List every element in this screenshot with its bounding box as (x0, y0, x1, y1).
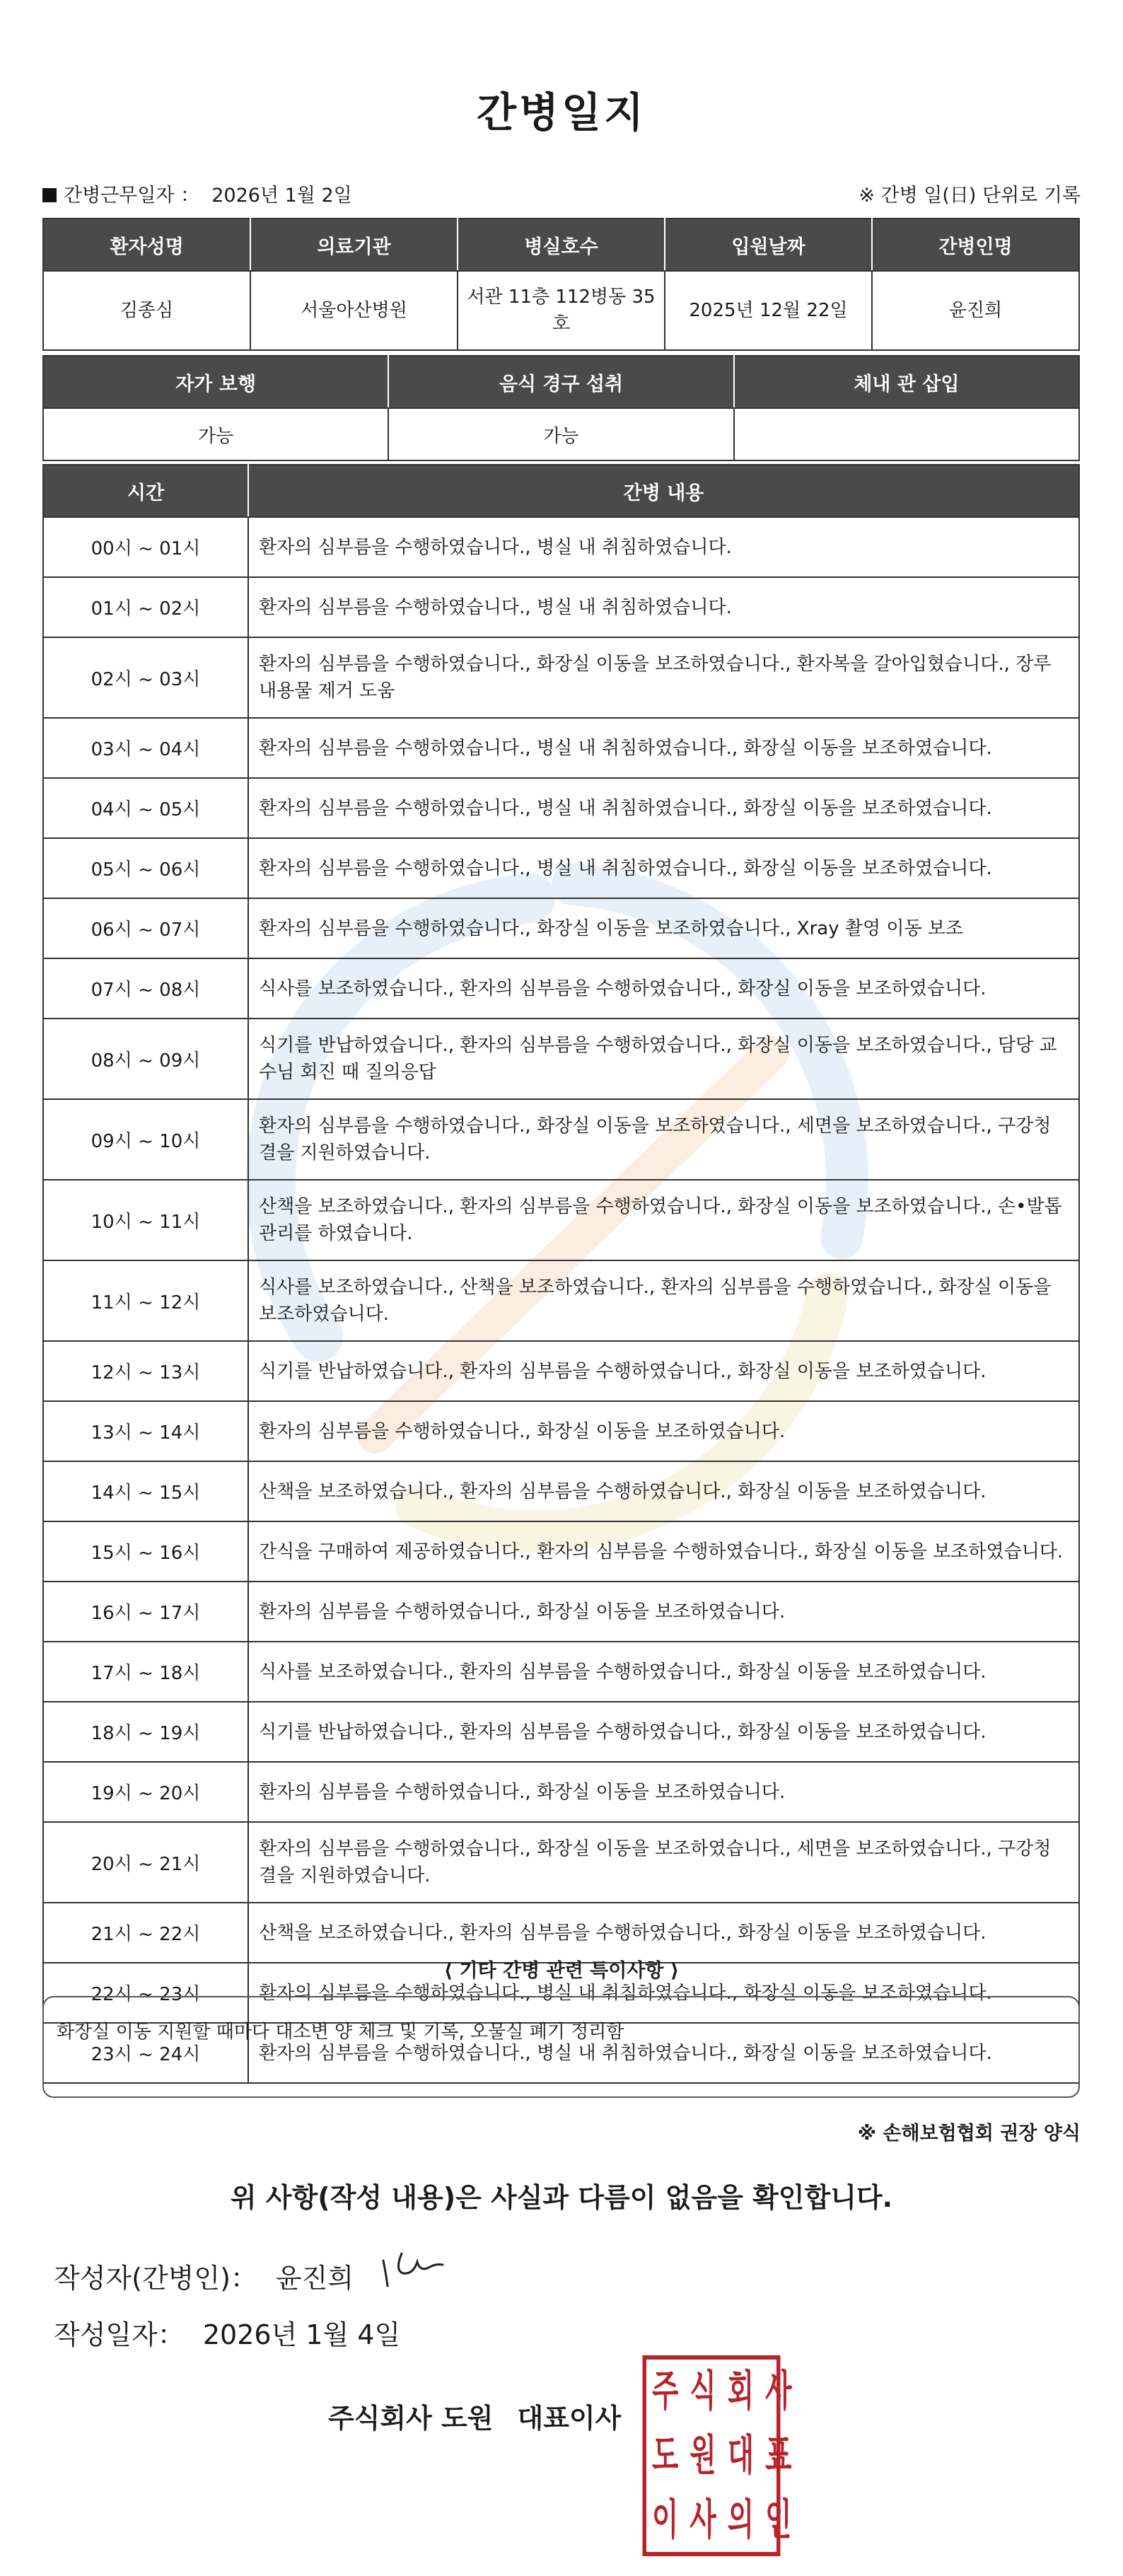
table-row (43, 637, 1079, 718)
self-walking-value: 가능 (43, 408, 388, 460)
admission-date: 2025년 12월 22일 (665, 271, 872, 350)
table-row (43, 577, 1079, 637)
log-time: 23시 ~ 24시 (43, 2023, 248, 2083)
log-time: 09시 ~ 10시 (43, 1099, 248, 1180)
caregiver-name: 윤진희 (872, 271, 1079, 350)
header-patient-name: 환자성명 (43, 219, 250, 271)
log-time: 21시 ~ 22시 (43, 1903, 248, 1963)
log-content: 환자의 심부름을 수행하였습니다., 병실 내 취침하였습니다., 화장실 이동을 보조하였습니다. (248, 778, 1079, 838)
log-time: 01시 ~ 02시 (43, 577, 248, 637)
log-content: 식사를 보조하였습니다., 환자의 심부름을 수행하였습니다., 화장실 이동을 보조하였습니다. (248, 958, 1079, 1019)
table-row (43, 408, 1079, 460)
patient-status-table (42, 355, 1080, 461)
log-content: 환자의 심부름을 수행하였습니다., 병실 내 취침하였습니다. (248, 577, 1079, 637)
log-content: 식기를 반납하였습니다., 환자의 심부름을 수행하였습니다., 화장실 이동을 보조하였습니다. (248, 1341, 1079, 1401)
log-content: 환자의 심부름을 수행하였습니다., 화장실 이동을 보조하였습니다. (248, 1401, 1079, 1461)
log-time: 18시 ~ 19시 (43, 1702, 248, 1762)
log-content: 환자의 심부름을 수행하였습니다., 화장실 이동을 보조하였습니다., Xray 촬영 이동 보조 (248, 898, 1079, 958)
table-row (43, 1180, 1079, 1260)
log-time: 12시 ~ 13시 (43, 1341, 248, 1401)
log-time: 06시 ~ 07시 (43, 898, 248, 958)
table-row (43, 517, 1079, 577)
table-header-row (43, 465, 1079, 517)
write-date-line (54, 2313, 400, 2352)
table-row (43, 1260, 1079, 1341)
table-row (43, 1582, 1079, 1642)
header-admission-date: 입원날짜 (665, 219, 872, 271)
table-row (43, 778, 1079, 838)
table-row (43, 1461, 1079, 1521)
log-content: 식기를 반납하였습니다., 환자의 심부름을 수행하였습니다., 화장실 이동을 보조하였습니다. (248, 1702, 1079, 1762)
log-content: 산책을 보조하였습니다., 환자의 심부름을 수행하였습니다., 화장실 이동을 보조하였습니다. (248, 1461, 1079, 1521)
log-time: 08시 ~ 09시 (43, 1019, 248, 1099)
writer-name: 윤진희 (275, 2263, 354, 2294)
patient-info-table (42, 218, 1080, 351)
table-row (43, 958, 1079, 1019)
table-row (43, 1642, 1079, 1702)
log-time: 10시 ~ 11시 (43, 1180, 248, 1260)
signature-icon (373, 2244, 451, 2293)
log-content: 환자의 심부름을 수행하였습니다., 화장실 이동을 보조하였습니다., 세면을 보조하였습니다., 구강청결을 지원하였습니다. (248, 1099, 1079, 1180)
header-tube-insertion: 체내 관 삽입 (734, 356, 1079, 408)
log-content: 환자의 심부름을 수행하였습니다., 화장실 이동을 보조하였습니다. (248, 1582, 1079, 1642)
header-self-walking: 자가 보행 (43, 356, 388, 408)
table-row (43, 718, 1079, 778)
log-content: 환자의 심부름을 수행하였습니다., 병실 내 취침하였습니다. (248, 517, 1079, 577)
unit-note: ※ 간병 일(日) 단위로 기록 (859, 185, 1081, 207)
confirmation-statement: 위 사항(작성 내용)은 사실과 다름이 없음을 확인합니다. (230, 2182, 893, 2213)
company-name: 주식회사 도원 (328, 2403, 494, 2434)
header-oral-intake: 음식 경구 섭취 (388, 356, 733, 408)
square-bullet-icon (42, 188, 57, 202)
writer-line (54, 2256, 354, 2295)
log-time: 20시 ~ 21시 (43, 1822, 248, 1903)
log-content: 식사를 보조하였습니다., 산책을 보조하였습니다., 환자의 심부름을 수행하였습니다., 화장실 이동을 보조하였습니다. (248, 1260, 1079, 1341)
log-time: 19시 ~ 20시 (43, 1762, 248, 1822)
log-time: 13시 ~ 14시 (43, 1401, 248, 1461)
log-content: 산책을 보조하였습니다., 환자의 심부름을 수행하였습니다., 화장실 이동을 보조하였습니다., 손•발톱 관리를 하였습니다. (248, 1180, 1079, 1260)
work-date (42, 180, 352, 207)
log-content: 식기를 반납하였습니다., 환자의 심부름을 수행하였습니다., 화장실 이동을 보조하였습니다., 담당 교수님 회진 때 질의응답 (248, 1019, 1079, 1099)
table-row (43, 1099, 1079, 1180)
page-title: 간병일지 (476, 88, 647, 137)
care-log-table (42, 464, 1080, 2084)
log-content: 환자의 심부름을 수행하였습니다., 병실 내 취침하였습니다., 화장실 이동을 보조하였습니다. (248, 718, 1079, 778)
log-content: 환자의 심부름을 수행하였습니다., 화장실 이동을 보조하였습니다., 환자복을 갈아입혔습니다., 장루 내용물 제거 도움 (248, 637, 1079, 718)
header-caregiver-name: 간병인명 (872, 219, 1079, 271)
header-room: 병실호수 (458, 219, 665, 271)
log-time: 07시 ~ 08시 (43, 958, 248, 1019)
table-header-row (43, 356, 1079, 408)
table-header-row (43, 219, 1079, 271)
log-time: 02시 ~ 03시 (43, 637, 248, 718)
work-date-value: 2026년 1월 2일 (211, 185, 352, 207)
log-time: 22시 ~ 23시 (43, 1963, 248, 2023)
table-row (43, 1401, 1079, 1461)
remarks-title: ⟨ 기타 간병 관련 특이사항 ⟩ (443, 1960, 680, 1982)
header-time: 시간 (43, 465, 248, 517)
log-content: 환자의 심부름을 수행하였습니다., 병실 내 취침하였습니다., 화장실 이동을 보조하였습니다. (248, 2023, 1079, 2083)
table-row (43, 838, 1079, 898)
company-signature (328, 2396, 621, 2435)
table-row (43, 1702, 1079, 1762)
company-title: 대표이사 (517, 2403, 622, 2434)
log-time: 11시 ~ 12시 (43, 1260, 248, 1341)
log-time: 15시 ~ 16시 (43, 1521, 248, 1582)
log-content: 환자의 심부름을 수행하였습니다., 화장실 이동을 보조하였습니다. (248, 1762, 1079, 1822)
header-care-content: 간병 내용 (248, 465, 1079, 517)
log-time: 00시 ~ 01시 (43, 517, 248, 577)
table-row (43, 1019, 1079, 1099)
hospital: 서울아산병원 (250, 271, 458, 350)
log-content: 환자의 심부름을 수행하였습니다., 화장실 이동을 보조하였습니다., 세면을 보조하였습니다., 구강청결을 지원하였습니다. (248, 1822, 1079, 1903)
log-time: 04시 ~ 05시 (43, 778, 248, 838)
patient-name: 김종심 (43, 271, 250, 350)
table-row (43, 1341, 1079, 1401)
log-time: 16시 ~ 17시 (43, 1582, 248, 1642)
log-content: 간식을 구매하여 제공하였습니다., 환자의 심부름을 수행하였습니다., 화장실 이동을 보조하였습니다. (248, 1521, 1079, 1582)
header-hospital: 의료기관 (250, 219, 458, 271)
writer-label: 작성자(간병인)： (54, 2263, 257, 2294)
log-content: 환자의 심부름을 수행하였습니다., 병실 내 취침하였습니다., 화장실 이동을 보조하였습니다. (248, 1963, 1079, 2023)
log-time: 03시 ~ 04시 (43, 718, 248, 778)
company-seal-stamp: 주 식 회 사 도 원 대 표 이 사 의 인 (642, 2355, 780, 2556)
room-number: 서관 11층 112병동 35호 (458, 271, 665, 350)
tube-insertion-value (734, 408, 1079, 460)
write-date-label: 작성일자： (54, 2319, 185, 2350)
recommend-note: ※ 손해보험협회 권장 양식 (857, 2123, 1081, 2145)
table-row (43, 1903, 1079, 1963)
table-row (43, 1822, 1079, 1903)
table-row (43, 1521, 1079, 1582)
table-row (43, 271, 1079, 350)
work-date-label: 간병근무일자 ： (64, 185, 200, 207)
log-time: 05시 ~ 06시 (43, 838, 248, 898)
write-date-value: 2026년 1월 4일 (202, 2319, 401, 2350)
log-time: 14시 ~ 15시 (43, 1461, 248, 1521)
remarks-box: 화장실 이동 지원할 때마다 대소변 양 체크 및 기록, 오물실 폐기 정리함 (42, 1996, 1080, 2098)
oral-intake-value: 가능 (388, 408, 733, 460)
table-row (43, 898, 1079, 958)
table-row (43, 1762, 1079, 1822)
log-content: 환자의 심부름을 수행하였습니다., 병실 내 취침하였습니다., 화장실 이동을 보조하였습니다. (248, 838, 1079, 898)
log-time: 17시 ~ 18시 (43, 1642, 248, 1702)
log-content: 식사를 보조하였습니다., 환자의 심부름을 수행하였습니다., 화장실 이동을 보조하였습니다. (248, 1642, 1079, 1702)
log-content: 산책을 보조하였습니다., 환자의 심부름을 수행하였습니다., 화장실 이동을 보조하였습니다. (248, 1903, 1079, 1963)
